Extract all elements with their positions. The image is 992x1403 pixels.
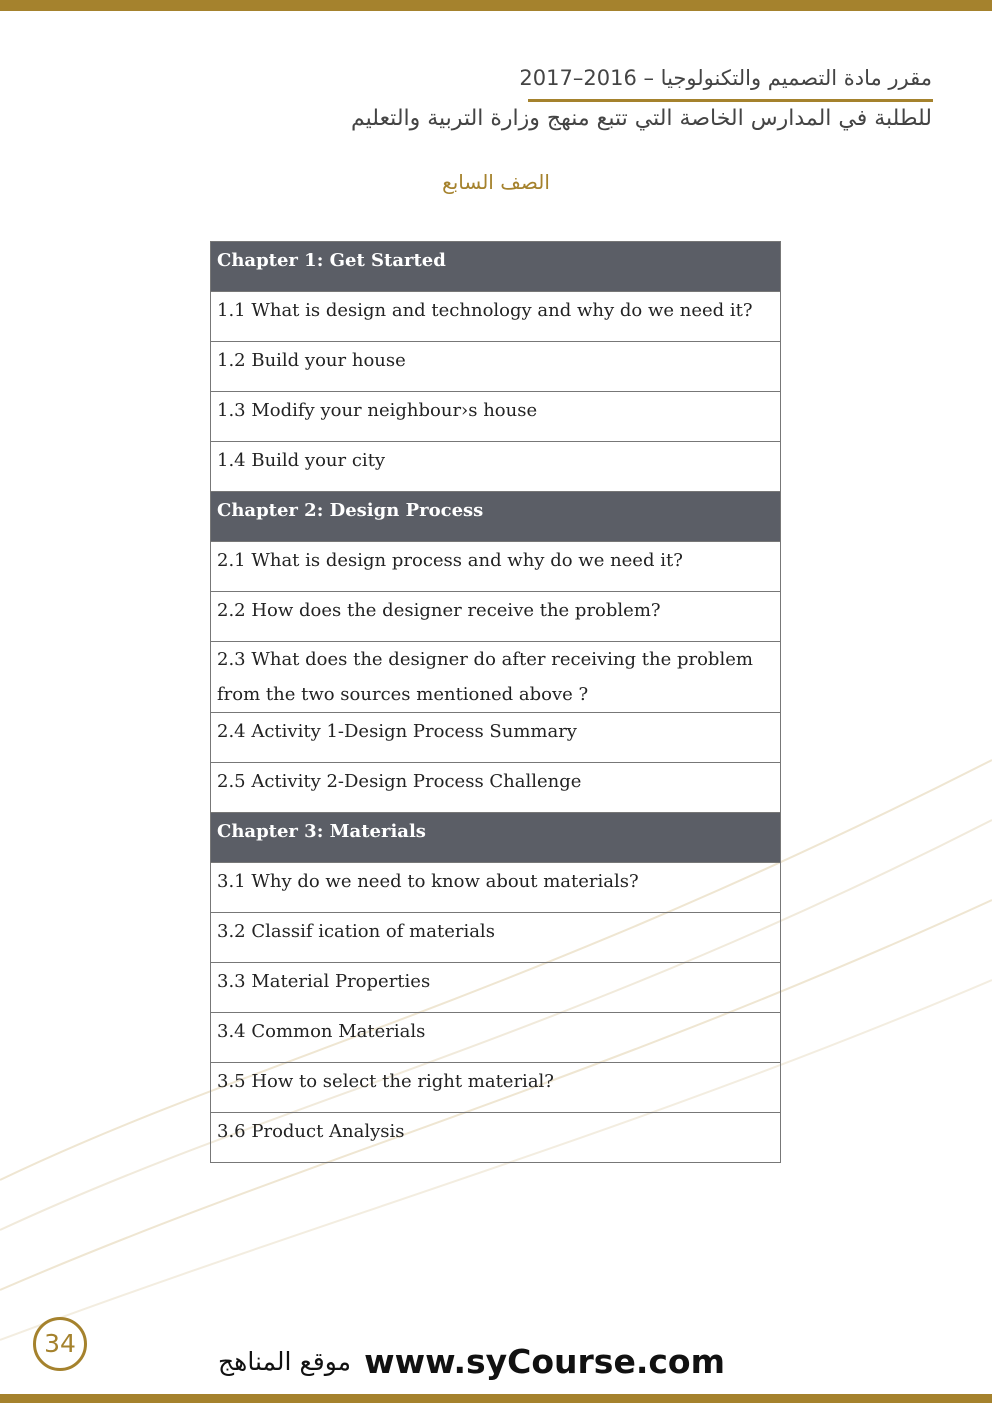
lesson-item: 1.3 Modify your neighbour›s house [211, 392, 781, 442]
lesson-item: 3.4 Common Materials [211, 1013, 781, 1063]
lesson-item: 2.5 Activity 2-Design Process Challenge [211, 763, 781, 813]
table-of-contents [210, 241, 781, 1163]
lesson-item: 1.2 Build your house [211, 342, 781, 392]
lesson-item: 3.3 Material Properties [211, 963, 781, 1013]
table-row [211, 1063, 781, 1113]
lesson-item: 2.2 How does the designer receive the problem? [211, 592, 781, 642]
lesson-item: 3.1 Why do we need to know about materials? [211, 863, 781, 913]
lesson-item: 1.1 What is design and technology and why do we need it? [211, 292, 781, 342]
table-row [211, 592, 781, 642]
table-row [211, 863, 781, 913]
lesson-item: 2.1 What is design process and why do we need it? [211, 542, 781, 592]
table-row [211, 963, 781, 1013]
grade-label: الصف السابع [442, 170, 550, 194]
table-row [211, 713, 781, 763]
lesson-item: 3.5 How to select the right material? [211, 1063, 781, 1113]
course-title: مقرر مادة التصميم والتكنولوجيا – 2016–2017 [519, 66, 932, 90]
site-url: www.syCourse.com [364, 1342, 725, 1381]
lesson-item: 2.4 Activity 1-Design Process Summary [211, 713, 781, 763]
table-row [211, 642, 781, 713]
site-label: موقع المناهج [218, 1347, 352, 1376]
page-number: 34 [33, 1317, 87, 1371]
table-row [211, 342, 781, 392]
chapter-title: Chapter 2: Design Process [211, 492, 781, 542]
top-gold-band [0, 0, 992, 11]
lesson-item: 3.6 Product Analysis [211, 1113, 781, 1163]
lesson-item: 1.4 Build your city [211, 442, 781, 492]
site-watermark [218, 1342, 725, 1381]
course-subtitle: للطلبة في المدارس الخاصة التي تتبع منهج وزارة التربية والتعليم [351, 106, 932, 131]
table-row [211, 392, 781, 442]
bottom-gold-band [0, 1394, 992, 1403]
table-row [211, 292, 781, 342]
table-row [211, 913, 781, 963]
chapter-title: Chapter 3: Materials [211, 813, 781, 863]
chapter-header-row [211, 242, 781, 292]
chapter-title: Chapter 1: Get Started [211, 242, 781, 292]
chapter-header-row [211, 813, 781, 863]
header-divider [528, 99, 933, 102]
lesson-item: 3.2 Classif ication of materials [211, 913, 781, 963]
table-row [211, 542, 781, 592]
chapter-header-row [211, 492, 781, 542]
table-row [211, 442, 781, 492]
table-row [211, 1013, 781, 1063]
lesson-item: 2.3 What does the designer do after receiving the problem from the two sources mentioned above ? [211, 642, 781, 713]
table-row [211, 763, 781, 813]
table-row [211, 1113, 781, 1163]
